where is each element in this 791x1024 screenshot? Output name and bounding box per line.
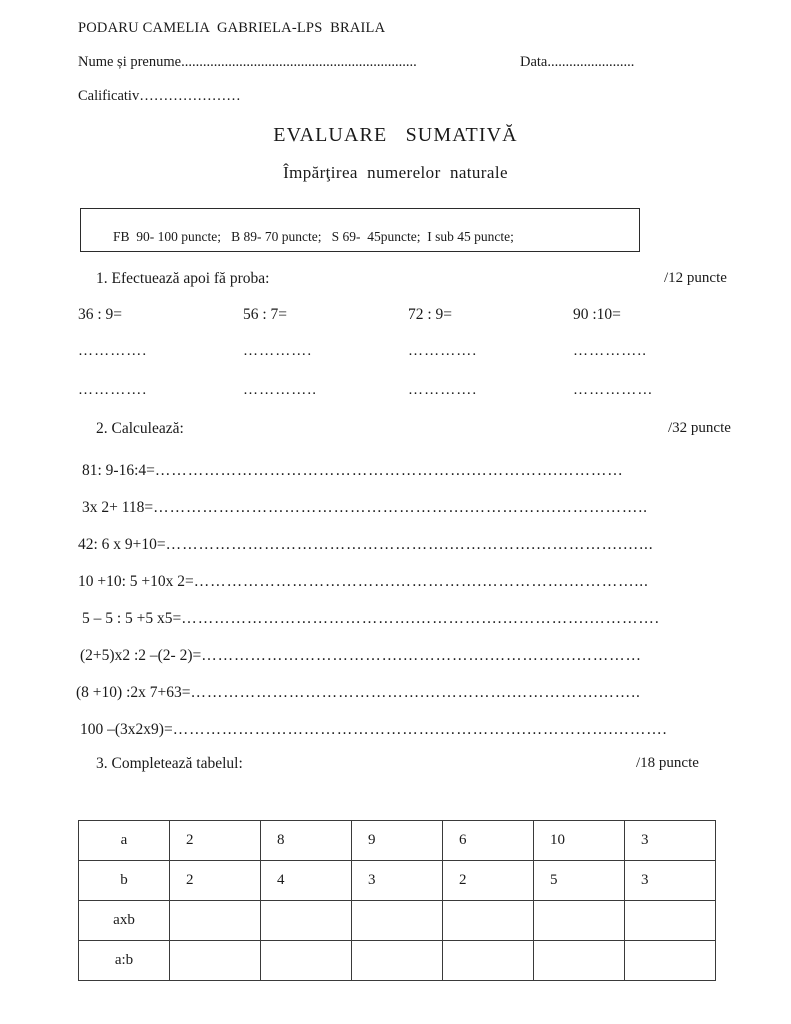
- answer-blank[interactable]: ………….: [243, 343, 313, 359]
- table-cell[interactable]: 3: [352, 861, 443, 901]
- answer-blank[interactable]: …………..: [573, 343, 648, 359]
- exercise-2-item: [78, 536, 738, 554]
- exercise-2-item: [82, 499, 742, 517]
- answer-blank[interactable]: ………….: [78, 343, 148, 359]
- row-label: a: [79, 821, 170, 861]
- scoring-legend-text: FB 90- 100 puncte; B 89- 70 puncte; S 69- 45puncte; I sub 45 puncte;: [113, 229, 514, 244]
- exercise-2-item: [82, 462, 742, 480]
- table-cell[interactable]: 2: [170, 821, 261, 861]
- expression: (2+5)x2 :2 –(2- 2)=: [80, 647, 202, 664]
- expression: 100 –(3x2x9)=: [80, 721, 173, 738]
- answer-blank[interactable]: ………………………………………….…………….…………….……….: [172, 721, 668, 738]
- table-cell[interactable]: [534, 941, 625, 981]
- exercise-3-table: [78, 820, 716, 981]
- table-cell[interactable]: 2: [443, 861, 534, 901]
- expression: 81: 9-16:4=: [82, 462, 155, 479]
- teacher-header: PODARU CAMELIA GABRIELA-LPS BRAILA: [78, 20, 386, 36]
- table-cell[interactable]: 3: [625, 861, 716, 901]
- page-subtitle: Împărţirea numerelor naturale: [283, 163, 508, 182]
- row-label: b: [79, 861, 170, 901]
- table-cell[interactable]: 6: [443, 821, 534, 861]
- exercise-2-item: [80, 647, 740, 665]
- answer-blank[interactable]: ………….: [408, 382, 478, 398]
- table-cell[interactable]: [352, 901, 443, 941]
- exercise-3-heading: 3. Completează tabelul:: [96, 755, 243, 772]
- exercise-1-answer-row-1: [78, 343, 738, 360]
- table-row: [79, 821, 716, 861]
- exercise-1-answer-row-2: [78, 382, 738, 399]
- expression: 3x 2+ 118=: [82, 499, 154, 516]
- table-cell[interactable]: [443, 941, 534, 981]
- answer-blank[interactable]: …………………………………………….…………….…………….…...: [165, 536, 654, 553]
- division-problem: 56 : 7=: [243, 306, 288, 323]
- exercise-2-heading: 2. Calculează:: [96, 420, 184, 437]
- table-cell[interactable]: [625, 941, 716, 981]
- answer-blank[interactable]: …………..: [243, 382, 318, 398]
- row-label: axb: [79, 901, 170, 941]
- answer-blank[interactable]: ………………………………………………….…………….……………..: [153, 499, 648, 516]
- table-cell[interactable]: 4: [261, 861, 352, 901]
- table-cell[interactable]: 8: [261, 821, 352, 861]
- table-cell[interactable]: [352, 941, 443, 981]
- table-cell[interactable]: 2: [170, 861, 261, 901]
- expression: 5 – 5 : 5 +5 x5=: [82, 610, 182, 627]
- expression: (8 +10) :2x 7+63=: [76, 684, 191, 701]
- table-cell[interactable]: [534, 901, 625, 941]
- exercise-1-heading: 1. Efectuează apoi fă proba:: [96, 270, 270, 287]
- table-cell[interactable]: [625, 901, 716, 941]
- expression: 10 +10: 5 +10x 2=: [78, 573, 194, 590]
- exercise-1-problems: [78, 306, 738, 324]
- exercise-3-points: /18 puncte: [636, 755, 699, 771]
- table-cell[interactable]: 10: [534, 821, 625, 861]
- exercise-1-points: /12 puncte: [664, 270, 727, 286]
- exercise-2-item: [80, 721, 740, 739]
- division-problem: 90 :10=: [573, 306, 621, 323]
- grade-field[interactable]: Calificativ…………………: [78, 88, 241, 104]
- expression: 42: 6 x 9+10=: [78, 536, 166, 553]
- answer-blank[interactable]: ………….: [408, 343, 478, 359]
- answer-blank[interactable]: ……………………………….…………….…………….…………: [201, 647, 642, 664]
- division-problem: 72 : 9=: [408, 306, 453, 323]
- answer-blank[interactable]: ………………………………………………….…………….…………: [154, 462, 624, 479]
- student-name-field[interactable]: Nume și prenume.................................................................: [78, 54, 417, 70]
- exercise-2-points: /32 puncte: [668, 420, 731, 436]
- table-cell[interactable]: [170, 901, 261, 941]
- table-row: [79, 861, 716, 901]
- exercise-2-item: [78, 573, 738, 591]
- table-cell[interactable]: 9: [352, 821, 443, 861]
- answer-blank[interactable]: …………………………………….…………….…………….……..: [190, 684, 641, 701]
- table-cell[interactable]: [261, 941, 352, 981]
- date-field[interactable]: Data........................: [520, 54, 635, 70]
- row-label: a:b: [79, 941, 170, 981]
- table-cell[interactable]: 5: [534, 861, 625, 901]
- table-cell[interactable]: [170, 941, 261, 981]
- table-cell[interactable]: 3: [625, 821, 716, 861]
- scoring-legend-box: [80, 208, 640, 252]
- table-row: [79, 941, 716, 981]
- division-problem: 36 : 9=: [78, 306, 123, 323]
- answer-blank[interactable]: ……………: [573, 382, 654, 398]
- table-row: [79, 901, 716, 941]
- answer-blank[interactable]: …………………………………….…………….…………….………….: [181, 610, 660, 627]
- table-cell[interactable]: [261, 901, 352, 941]
- exercise-2-item: [76, 684, 736, 702]
- page-title: EVALUARE SUMATIVĂ: [273, 124, 518, 146]
- table-cell[interactable]: [443, 901, 534, 941]
- answer-blank[interactable]: ……………………………….…………….…………….…………...: [193, 573, 649, 590]
- answer-blank[interactable]: ………….: [78, 382, 148, 398]
- exercise-2-item: [82, 610, 742, 628]
